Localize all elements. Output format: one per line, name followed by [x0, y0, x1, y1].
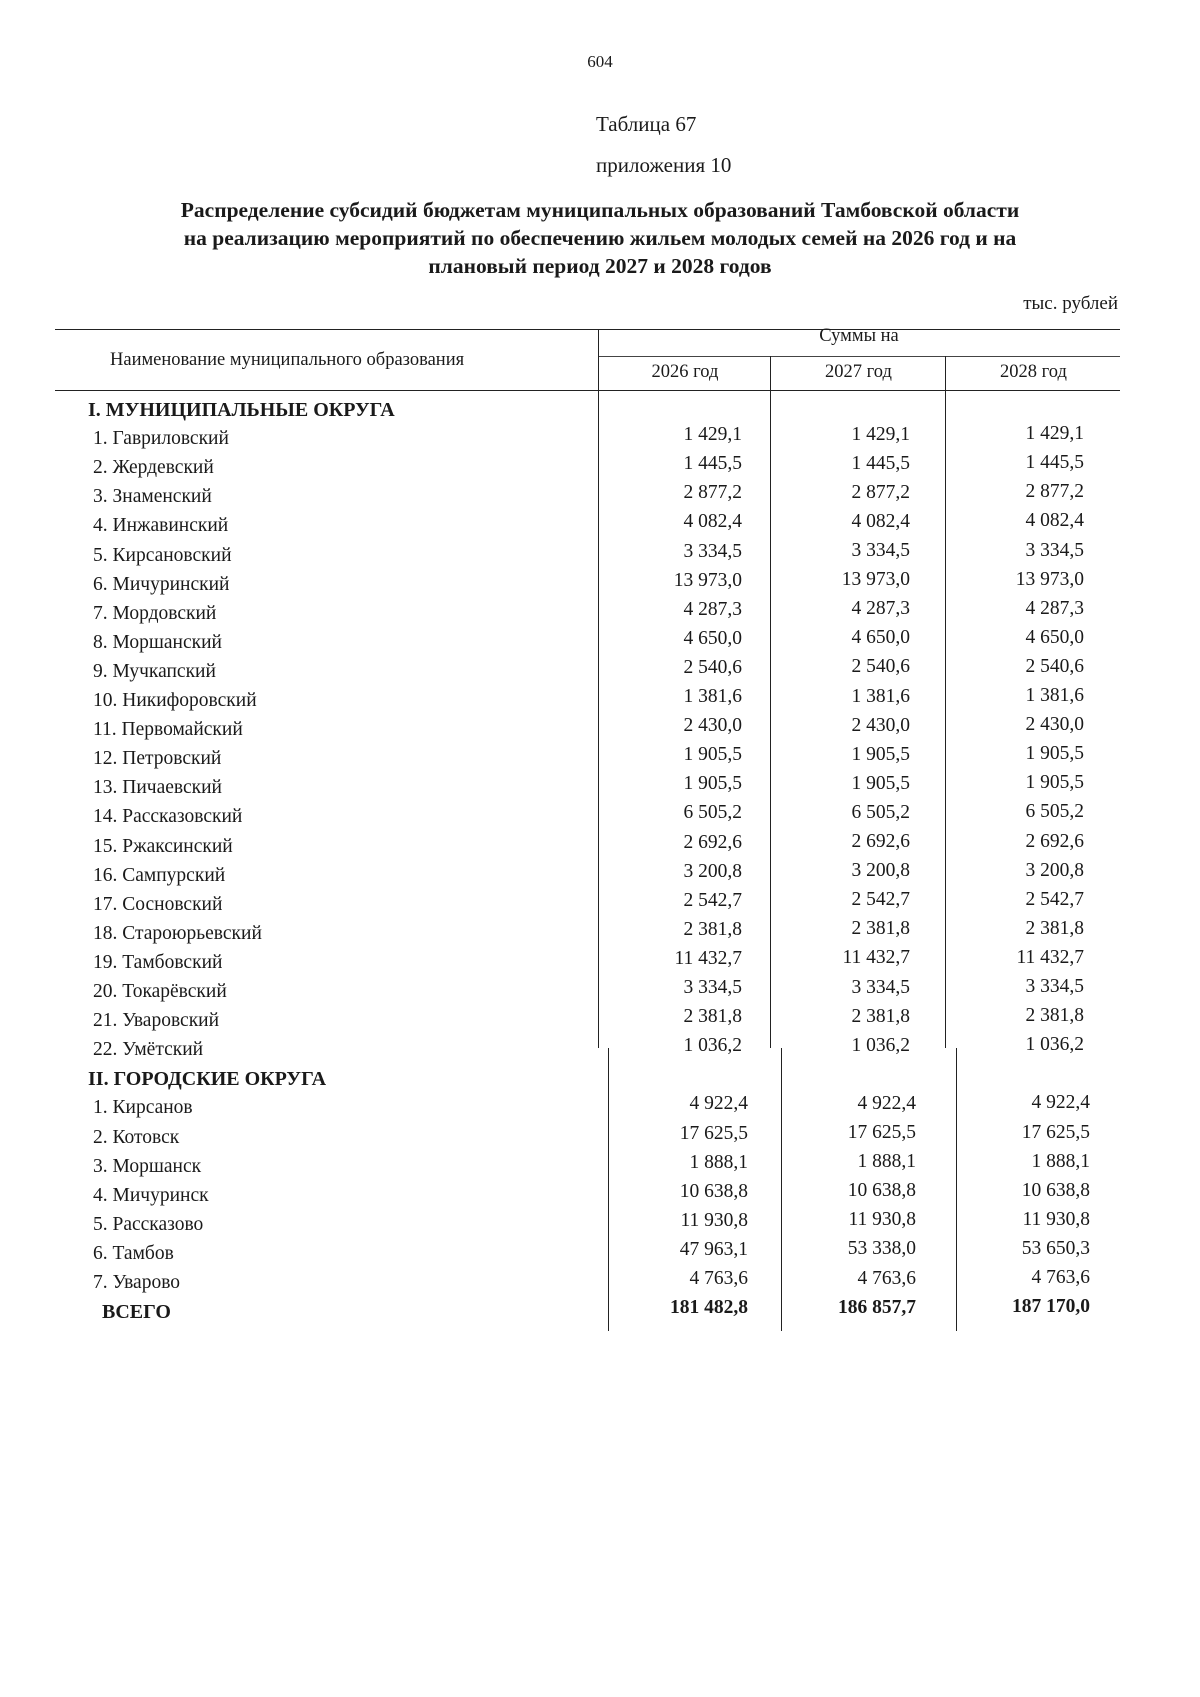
row-value-2: 2 381,8 [851, 918, 910, 940]
row-value-2: 2 542,7 [851, 889, 910, 911]
row-value-3: 1 888,1 [1031, 1150, 1090, 1172]
table-row [0, 772, 1200, 806]
row-name: 3. Знаменский [93, 486, 212, 508]
row-value-3: 187 170,0 [1012, 1296, 1090, 1318]
row-name: II. ГОРОДСКИЕ ОКРУГА [88, 1068, 327, 1091]
table-row [0, 801, 1200, 835]
row-name: 18. Староюрьевский [93, 922, 262, 944]
section-heading-row [0, 399, 1200, 428]
row-value-3: 53 650,3 [1021, 1237, 1090, 1259]
row-value-3: 2 430,0 [1025, 714, 1084, 736]
row-name: 13. Пичаевский [93, 777, 222, 799]
row-value-3: 4 287,3 [1025, 597, 1084, 619]
row-name: 19. Тамбовский [93, 951, 223, 973]
row-name: ВСЕГО [102, 1301, 171, 1324]
table-row [0, 1179, 1200, 1214]
row-value-1: 4 763,6 [689, 1268, 748, 1289]
row-value-2: 3 334,5 [851, 976, 910, 998]
row-name: 10. Никифоровский [93, 690, 257, 711]
table-row [0, 655, 1200, 690]
row-value-3: 2 542,7 [1025, 888, 1084, 910]
row-value-3: 2 877,2 [1025, 481, 1084, 503]
row-value-1: 11 432,7 [674, 947, 742, 969]
row-value-3: 13 973,0 [1015, 568, 1084, 590]
row-value-3: 4 763,6 [1031, 1267, 1090, 1288]
title-line: плановый период 2027 и 2028 годов [428, 254, 772, 278]
row-value-2: 11 432,7 [842, 947, 910, 969]
row-value-2: 2 430,0 [851, 714, 910, 736]
row-value-1: 3 334,5 [683, 540, 742, 562]
row-value-3: 3 200,8 [1025, 859, 1084, 881]
row-value-1: 1 429,1 [683, 424, 742, 446]
row-name: 15. Ржаксинский [93, 835, 233, 857]
row-name: 6. Тамбов [93, 1242, 174, 1264]
table-row [0, 685, 1200, 719]
row-name: 1. Гавриловский [93, 428, 229, 450]
row-value-2: 1 381,6 [851, 685, 910, 707]
row-value-1: 181 482,8 [670, 1297, 748, 1319]
row-name: 20. Токарёвский [93, 981, 227, 1002]
table-row [0, 1034, 1200, 1068]
row-value-3: 2 692,6 [1025, 830, 1084, 852]
row-value-2: 1 905,5 [851, 772, 910, 794]
row-value-2: 17 625,5 [847, 1122, 916, 1143]
row-value-3: 1 429,1 [1025, 423, 1084, 445]
row-value-1: 3 334,5 [683, 977, 742, 998]
row-name: 5. Рассказово [93, 1213, 204, 1235]
row-value-1: 13 973,0 [673, 569, 742, 591]
row-value-3: 1 036,2 [1025, 1034, 1084, 1056]
row-value-2: 10 638,8 [847, 1180, 916, 1202]
row-name: 4. Мичуринск [93, 1184, 209, 1206]
table-row [0, 976, 1200, 1010]
row-value-2: 2 692,6 [851, 831, 910, 852]
row-value-1: 2 381,8 [683, 918, 742, 940]
row-value-1: 4 650,0 [683, 627, 742, 649]
row-value-2: 13 973,0 [841, 569, 910, 591]
row-name: I. МУНИЦИПАЛЬНЫЕ ОКРУГА [88, 399, 395, 421]
row-value-3: 4 922,4 [1031, 1092, 1090, 1114]
row-value-2: 1 888,1 [857, 1151, 916, 1173]
row-name: 7. Уварово [93, 1272, 181, 1293]
total-row [0, 1296, 1200, 1330]
table-row [0, 423, 1200, 457]
table-row [0, 888, 1200, 923]
row-value-1: 11 930,8 [680, 1209, 748, 1231]
header-year-2028: 2028 год [1000, 362, 1067, 382]
table-row [0, 568, 1200, 603]
row-value-1: 2 542,7 [683, 889, 742, 911]
row-value-3: 6 505,2 [1025, 801, 1084, 823]
header-year-2027: 2027 год [825, 362, 892, 382]
row-value-2: 3 334,5 [851, 540, 910, 561]
page-number: 604 [587, 52, 613, 71]
table-row [0, 1121, 1200, 1156]
row-name: 3. Моршанск [93, 1155, 202, 1177]
row-value-2: 53 338,0 [847, 1238, 916, 1260]
row-name: 12. Петровский [93, 748, 222, 770]
row-value-1: 2 430,0 [683, 715, 742, 737]
row-value-1: 1 905,5 [683, 773, 742, 795]
row-value-1: 2 381,8 [683, 1006, 742, 1028]
row-value-2: 2 540,6 [851, 656, 910, 678]
row-value-1: 2 540,6 [683, 656, 742, 678]
row-name: 16. Сампурский [93, 864, 226, 886]
table-row [0, 510, 1200, 544]
row-name: 14. Рассказовский [93, 806, 243, 828]
row-name: 11. Первомайский [93, 719, 243, 741]
row-value-3: 4 082,4 [1025, 510, 1084, 532]
row-value-2: 1 445,5 [851, 452, 910, 474]
row-value-2: 186 857,7 [838, 1296, 916, 1318]
row-value-3: 2 381,8 [1025, 1005, 1084, 1027]
row-value-1: 2 692,6 [683, 831, 742, 853]
row-value-2: 4 082,4 [851, 510, 910, 532]
row-value-2: 4 650,0 [851, 627, 910, 649]
row-value-3: 11 930,8 [1022, 1208, 1090, 1230]
row-value-1: 1 445,5 [683, 453, 742, 475]
row-name: 5. Кирсановский [93, 544, 232, 566]
header-sums: Суммы на [819, 326, 899, 346]
table-row [0, 946, 1200, 981]
units-label: тыс. рублей [1023, 293, 1118, 314]
section-heading-row [0, 1068, 1200, 1097]
row-value-3: 10 638,8 [1021, 1179, 1090, 1201]
table-row [0, 1150, 1200, 1185]
row-value-2: 6 505,2 [851, 801, 910, 823]
row-name: 21. Уваровский [93, 1010, 220, 1032]
row-value-3: 17 625,5 [1021, 1121, 1090, 1143]
row-value-3: 1 905,5 [1025, 743, 1084, 765]
table-row [0, 859, 1200, 894]
title-line: на реализацию мероприятий по обеспечению жильем молодых семей на 2026 год и на [183, 226, 1017, 250]
row-value-3: 3 334,5 [1025, 976, 1084, 997]
row-value-1: 47 963,1 [679, 1238, 748, 1260]
table-row [0, 452, 1200, 486]
row-value-3: 11 432,7 [1016, 946, 1084, 968]
row-value-1: 3 200,8 [683, 860, 742, 882]
row-value-1: 4 287,3 [683, 598, 742, 620]
table-row [0, 597, 1200, 632]
table-row [0, 481, 1200, 515]
row-value-3: 1 905,5 [1025, 772, 1084, 794]
row-value-2: 11 930,8 [848, 1209, 916, 1231]
row-value-1: 10 638,8 [679, 1180, 748, 1202]
appendix-label: приложения 10 [596, 153, 732, 177]
table-row [0, 743, 1200, 777]
row-value-3: 1 381,6 [1025, 685, 1084, 706]
row-value-1: 1 036,2 [683, 1035, 742, 1057]
row-value-3: 2 540,6 [1025, 655, 1084, 677]
row-value-1: 4 922,4 [689, 1093, 748, 1115]
row-name: 2. Котовск [93, 1126, 180, 1148]
row-value-3: 2 381,8 [1025, 917, 1084, 939]
row-value-2: 2 381,8 [851, 1005, 910, 1027]
title-line: Распределение субсидий бюджетам муниципальных образований Тамбовской области [180, 198, 1020, 222]
row-value-2: 4 922,4 [857, 1092, 916, 1114]
row-name: 22. Умётский [93, 1039, 204, 1061]
row-value-1: 1 888,1 [689, 1151, 748, 1173]
row-value-1: 4 082,4 [683, 511, 742, 533]
row-value-2: 1 429,1 [851, 423, 910, 445]
table-row [0, 1005, 1200, 1039]
row-name: 6. Мичуринский [93, 573, 230, 595]
row-value-2: 2 877,2 [851, 481, 910, 503]
row-value-1: 2 877,2 [683, 482, 742, 504]
row-name: 7. Мордовский [93, 602, 217, 624]
row-value-2: 4 287,3 [851, 598, 910, 620]
table-row [0, 830, 1200, 865]
row-value-1: 17 625,5 [679, 1122, 748, 1144]
row-name: 8. Моршанский [93, 631, 222, 653]
table-row [0, 626, 1200, 661]
table-row [0, 714, 1200, 748]
header-name-column: Наименование муниципального образования [110, 350, 465, 370]
row-name: 4. Инжавинский [93, 515, 229, 537]
row-value-3: 1 445,5 [1025, 452, 1084, 474]
row-name: 2. Жердевский [93, 457, 214, 479]
row-value-2: 1 905,5 [851, 743, 910, 765]
row-name: 17. Сосновский [93, 893, 223, 915]
row-name: 1. Кирсанов [93, 1097, 193, 1119]
table-row [0, 1092, 1200, 1126]
row-value-1: 1 905,5 [683, 744, 742, 766]
row-value-2: 4 763,6 [857, 1267, 916, 1289]
row-value-1: 1 381,6 [683, 686, 742, 707]
row-value-2: 3 200,8 [851, 860, 910, 882]
row-name: 9. Мучкапский [93, 660, 216, 682]
table-number: Таблица 67 [596, 112, 697, 136]
table-row [0, 1208, 1200, 1243]
row-value-3: 3 334,5 [1025, 539, 1084, 561]
table-row [0, 1237, 1200, 1272]
header-year-2026: 2026 год [651, 362, 719, 382]
row-value-1: 6 505,2 [683, 802, 742, 824]
row-value-2: 1 036,2 [851, 1034, 910, 1056]
row-value-3: 4 650,0 [1025, 626, 1084, 648]
